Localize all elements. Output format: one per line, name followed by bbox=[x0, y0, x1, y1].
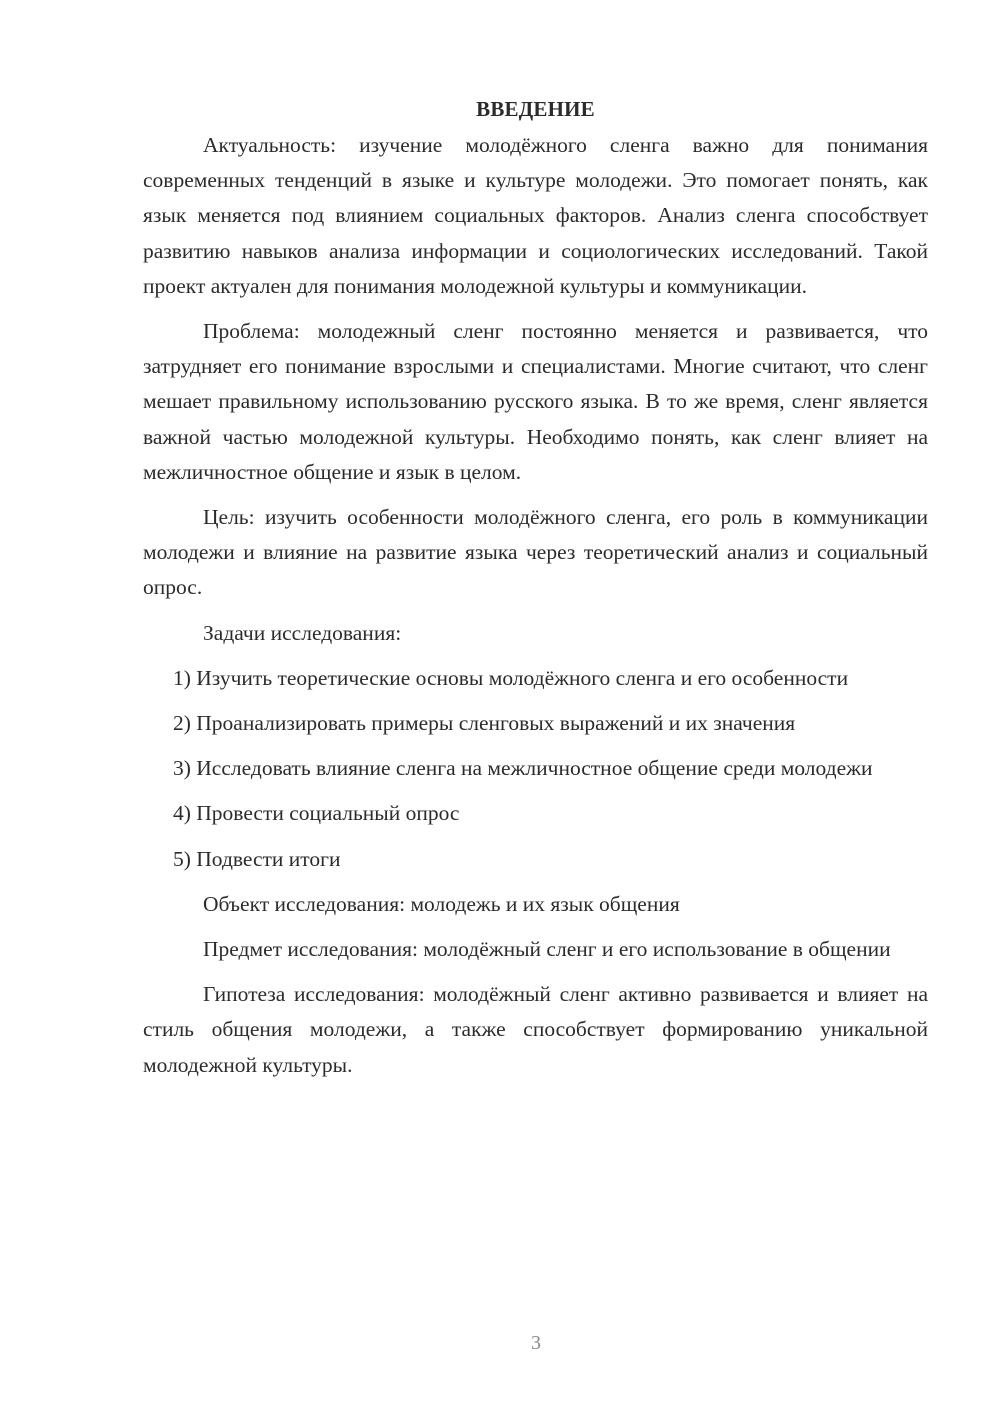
list-item: 1) Изучить теоретические основы молодёжного сленга и его особенности bbox=[173, 665, 849, 690]
tasks-list bbox=[143, 661, 928, 877]
page-title: ВВЕДЕНИЕ bbox=[476, 97, 595, 121]
tasks-heading: Задачи исследования: bbox=[203, 620, 402, 645]
page-number: 3 bbox=[531, 1332, 541, 1354]
problem-paragraph: Проблема: молодежный сленг постоянно меняется и развивается, что затрудняет его понимание взрослыми и специалистами. Многие считают, что сленг мешает правильному использованию русского языка. В то же время, сленг является важной частью молодежной культуры. Необходимо понять, как сленг влияет на межличностное общение и язык в целом. bbox=[143, 319, 928, 484]
research-subject-paragraph: Предмет исследования: молодёжный сленг и его использование в общении bbox=[203, 937, 891, 962]
list-item: 4) Провести социальный опрос bbox=[173, 801, 460, 826]
document-page bbox=[143, 92, 928, 1093]
list-item: 3) Исследовать влияние сленга на межличностное общение среди молодежи bbox=[173, 756, 873, 781]
relevance-paragraph: Актуальность: изучение молодёжного сленга важно для понимания современных тенденций в языке и культуре молодежи. Это помогает понять, как язык меняется под влиянием социальных факторов. Анализ сленга способствует развитию навыков анализа информации и социологических исследований. Такой проект актуален для понимания молодежной культуры и коммуникации. bbox=[143, 133, 928, 298]
research-object-paragraph: Объект исследования: молодежь и их язык общения bbox=[203, 891, 680, 916]
goal-paragraph: Цель: изучить особенности молодёжного сленга, его роль в коммуникации молодежи и влияние на развитие языка через теоретический анализ и социальный опрос. bbox=[143, 505, 928, 600]
hypothesis-paragraph: Гипотеза исследования: молодёжный сленг активно развивается и влияет на стиль общения молодежи, а также способствует формированию уникальной молодежной культуры. bbox=[143, 982, 928, 1077]
list-item: 2) Проанализировать примеры сленговых выражений и их значения bbox=[173, 711, 796, 736]
list-item: 5) Подвести итоги bbox=[173, 846, 341, 871]
